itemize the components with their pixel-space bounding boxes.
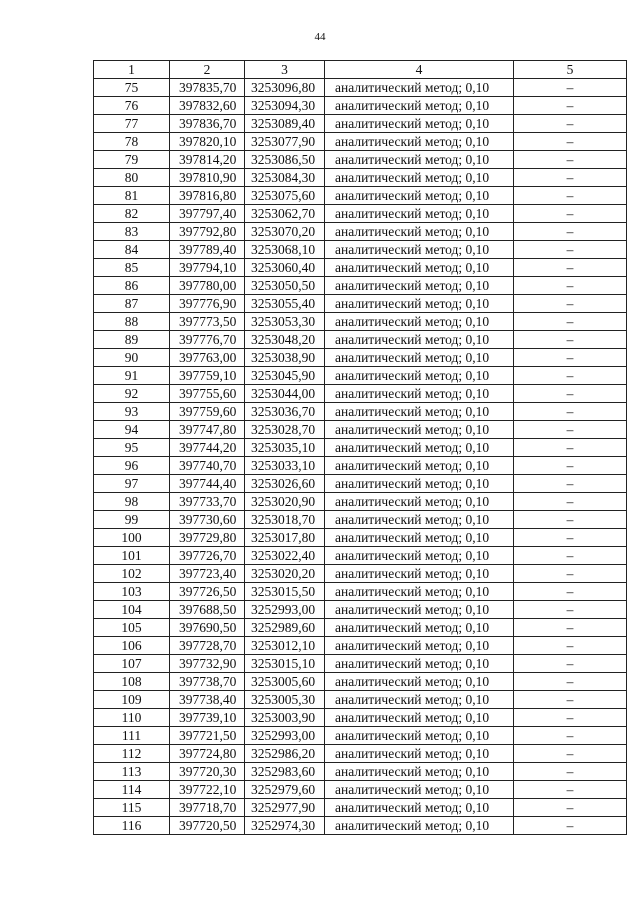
- method-accuracy-cell: аналитический метод; 0,10: [325, 529, 514, 547]
- note-cell: –: [514, 565, 627, 583]
- table-row: [94, 673, 627, 691]
- method-accuracy-cell: аналитический метод; 0,10: [325, 655, 514, 673]
- coordinate-x-cell: 397836,70: [170, 115, 245, 133]
- coordinate-y-cell: 3253094,30: [245, 97, 325, 115]
- method-accuracy-cell: аналитический метод; 0,10: [325, 259, 514, 277]
- coordinate-x-cell: 397728,70: [170, 637, 245, 655]
- coordinate-y-cell: 3252993,00: [245, 601, 325, 619]
- table-row: [94, 277, 627, 295]
- table-row: [94, 691, 627, 709]
- point-number-cell: 112: [94, 745, 170, 763]
- table-row: [94, 187, 627, 205]
- method-accuracy-cell: аналитический метод; 0,10: [325, 601, 514, 619]
- point-number-cell: 76: [94, 97, 170, 115]
- coordinate-x-cell: 397789,40: [170, 241, 245, 259]
- note-cell: –: [514, 367, 627, 385]
- point-number-cell: 94: [94, 421, 170, 439]
- method-accuracy-cell: аналитический метод; 0,10: [325, 745, 514, 763]
- note-cell: –: [514, 79, 627, 97]
- method-accuracy-cell: аналитический метод; 0,10: [325, 115, 514, 133]
- note-cell: –: [514, 619, 627, 637]
- table-row: [94, 385, 627, 403]
- table-row: [94, 331, 627, 349]
- coordinate-y-cell: 3253036,70: [245, 403, 325, 421]
- note-cell: –: [514, 349, 627, 367]
- method-accuracy-cell: аналитический метод; 0,10: [325, 331, 514, 349]
- point-number-cell: 81: [94, 187, 170, 205]
- note-cell: –: [514, 331, 627, 349]
- method-accuracy-cell: аналитический метод; 0,10: [325, 799, 514, 817]
- method-accuracy-cell: аналитический метод; 0,10: [325, 763, 514, 781]
- table-row: [94, 781, 627, 799]
- table-row: [94, 151, 627, 169]
- method-accuracy-cell: аналитический метод; 0,10: [325, 673, 514, 691]
- coordinate-y-cell: 3252993,00: [245, 727, 325, 745]
- note-cell: –: [514, 421, 627, 439]
- method-accuracy-cell: аналитический метод; 0,10: [325, 727, 514, 745]
- note-cell: –: [514, 817, 627, 835]
- coordinate-x-cell: 397732,90: [170, 655, 245, 673]
- point-number-cell: 82: [94, 205, 170, 223]
- note-cell: –: [514, 115, 627, 133]
- method-accuracy-cell: аналитический метод; 0,10: [325, 277, 514, 295]
- coordinate-y-cell: 3252983,60: [245, 763, 325, 781]
- coordinate-x-cell: 397763,00: [170, 349, 245, 367]
- note-cell: –: [514, 493, 627, 511]
- table-row: [94, 223, 627, 241]
- header-col-1: 1: [94, 61, 170, 79]
- table-row: [94, 457, 627, 475]
- note-cell: –: [514, 403, 627, 421]
- coordinate-y-cell: 3253038,90: [245, 349, 325, 367]
- table-row: [94, 367, 627, 385]
- method-accuracy-cell: аналитический метод; 0,10: [325, 295, 514, 313]
- coordinate-y-cell: 3253015,10: [245, 655, 325, 673]
- coordinate-x-cell: 397723,40: [170, 565, 245, 583]
- note-cell: –: [514, 601, 627, 619]
- coordinate-y-cell: 3253005,30: [245, 691, 325, 709]
- coordinate-y-cell: 3252989,60: [245, 619, 325, 637]
- method-accuracy-cell: аналитический метод; 0,10: [325, 709, 514, 727]
- method-accuracy-cell: аналитический метод; 0,10: [325, 565, 514, 583]
- point-number-cell: 115: [94, 799, 170, 817]
- table-row: [94, 313, 627, 331]
- note-cell: –: [514, 205, 627, 223]
- method-accuracy-cell: аналитический метод; 0,10: [325, 349, 514, 367]
- method-accuracy-cell: аналитический метод; 0,10: [325, 241, 514, 259]
- method-accuracy-cell: аналитический метод; 0,10: [325, 511, 514, 529]
- point-number-cell: 87: [94, 295, 170, 313]
- coordinate-x-cell: 397820,10: [170, 133, 245, 151]
- coordinate-y-cell: 3253035,10: [245, 439, 325, 457]
- point-number-cell: 102: [94, 565, 170, 583]
- point-number-cell: 108: [94, 673, 170, 691]
- coordinate-y-cell: 3253070,20: [245, 223, 325, 241]
- coordinate-x-cell: 397776,90: [170, 295, 245, 313]
- point-number-cell: 97: [94, 475, 170, 493]
- coordinate-x-cell: 397773,50: [170, 313, 245, 331]
- note-cell: –: [514, 169, 627, 187]
- point-number-cell: 83: [94, 223, 170, 241]
- point-number-cell: 107: [94, 655, 170, 673]
- coordinate-x-cell: 397747,80: [170, 421, 245, 439]
- table-row: [94, 817, 627, 835]
- table-row: [94, 583, 627, 601]
- coordinate-x-cell: 397759,60: [170, 403, 245, 421]
- coordinate-x-cell: 397730,60: [170, 511, 245, 529]
- point-number-cell: 92: [94, 385, 170, 403]
- table-row: [94, 493, 627, 511]
- coordinate-x-cell: 397688,50: [170, 601, 245, 619]
- coordinate-x-cell: 397755,60: [170, 385, 245, 403]
- method-accuracy-cell: аналитический метод; 0,10: [325, 403, 514, 421]
- note-cell: –: [514, 745, 627, 763]
- point-number-cell: 106: [94, 637, 170, 655]
- point-number-cell: 80: [94, 169, 170, 187]
- note-cell: –: [514, 133, 627, 151]
- method-accuracy-cell: аналитический метод; 0,10: [325, 817, 514, 835]
- coordinate-y-cell: 3253045,90: [245, 367, 325, 385]
- coordinate-y-cell: 3253020,20: [245, 565, 325, 583]
- method-accuracy-cell: аналитический метод; 0,10: [325, 151, 514, 169]
- table-row: [94, 547, 627, 565]
- method-accuracy-cell: аналитический метод; 0,10: [325, 475, 514, 493]
- coordinate-x-cell: 397776,70: [170, 331, 245, 349]
- coordinate-y-cell: 3252979,60: [245, 781, 325, 799]
- point-number-cell: 116: [94, 817, 170, 835]
- note-cell: –: [514, 241, 627, 259]
- note-cell: –: [514, 529, 627, 547]
- table-row: [94, 439, 627, 457]
- note-cell: –: [514, 223, 627, 241]
- method-accuracy-cell: аналитический метод; 0,10: [325, 223, 514, 241]
- point-number-cell: 91: [94, 367, 170, 385]
- coordinate-x-cell: 397690,50: [170, 619, 245, 637]
- coordinate-y-cell: 3252977,90: [245, 799, 325, 817]
- method-accuracy-cell: аналитический метод; 0,10: [325, 583, 514, 601]
- coordinate-x-cell: 397780,00: [170, 277, 245, 295]
- note-cell: –: [514, 385, 627, 403]
- table-row: [94, 79, 627, 97]
- note-cell: –: [514, 637, 627, 655]
- table-row: [94, 511, 627, 529]
- coordinate-y-cell: 3253050,50: [245, 277, 325, 295]
- coordinate-y-cell: 3253015,50: [245, 583, 325, 601]
- coordinate-y-cell: 3252986,20: [245, 745, 325, 763]
- method-accuracy-cell: аналитический метод; 0,10: [325, 79, 514, 97]
- point-number-cell: 96: [94, 457, 170, 475]
- table-row: [94, 763, 627, 781]
- note-cell: –: [514, 259, 627, 277]
- point-number-cell: 114: [94, 781, 170, 799]
- point-number-cell: 77: [94, 115, 170, 133]
- method-accuracy-cell: аналитический метод; 0,10: [325, 97, 514, 115]
- coordinate-x-cell: 397814,20: [170, 151, 245, 169]
- note-cell: –: [514, 475, 627, 493]
- coordinate-x-cell: 397794,10: [170, 259, 245, 277]
- table-row: [94, 403, 627, 421]
- coordinate-y-cell: 3253048,20: [245, 331, 325, 349]
- point-number-cell: 84: [94, 241, 170, 259]
- method-accuracy-cell: аналитический метод; 0,10: [325, 547, 514, 565]
- header-col-4: 4: [325, 61, 514, 79]
- coordinate-y-cell: 3253053,30: [245, 313, 325, 331]
- coordinate-x-cell: 397724,80: [170, 745, 245, 763]
- point-number-cell: 105: [94, 619, 170, 637]
- note-cell: –: [514, 727, 627, 745]
- table-row: [94, 295, 627, 313]
- table-row: [94, 205, 627, 223]
- table-row: [94, 601, 627, 619]
- point-number-cell: 110: [94, 709, 170, 727]
- point-number-cell: 100: [94, 529, 170, 547]
- coordinate-y-cell: 3253022,40: [245, 547, 325, 565]
- note-cell: –: [514, 763, 627, 781]
- table-row: [94, 349, 627, 367]
- table-row: [94, 709, 627, 727]
- table-row: [94, 745, 627, 763]
- point-number-cell: 85: [94, 259, 170, 277]
- method-accuracy-cell: аналитический метод; 0,10: [325, 385, 514, 403]
- point-number-cell: 95: [94, 439, 170, 457]
- coordinate-x-cell: 397722,10: [170, 781, 245, 799]
- coordinate-y-cell: 3253062,70: [245, 205, 325, 223]
- coordinate-y-cell: 3253077,90: [245, 133, 325, 151]
- table-row: [94, 799, 627, 817]
- coordinate-x-cell: 397726,70: [170, 547, 245, 565]
- coordinate-y-cell: 3253033,10: [245, 457, 325, 475]
- coordinate-y-cell: 3252974,30: [245, 817, 325, 835]
- coordinate-x-cell: 397835,70: [170, 79, 245, 97]
- coordinate-y-cell: 3253044,00: [245, 385, 325, 403]
- note-cell: –: [514, 457, 627, 475]
- method-accuracy-cell: аналитический метод; 0,10: [325, 493, 514, 511]
- note-cell: –: [514, 277, 627, 295]
- note-cell: –: [514, 547, 627, 565]
- coordinate-y-cell: 3253068,10: [245, 241, 325, 259]
- method-accuracy-cell: аналитический метод; 0,10: [325, 619, 514, 637]
- note-cell: –: [514, 799, 627, 817]
- point-number-cell: 88: [94, 313, 170, 331]
- table-body: [94, 79, 627, 835]
- table-header-row: [94, 61, 627, 79]
- table-row: [94, 655, 627, 673]
- point-number-cell: 98: [94, 493, 170, 511]
- point-number-cell: 75: [94, 79, 170, 97]
- table-row: [94, 475, 627, 493]
- point-number-cell: 89: [94, 331, 170, 349]
- coordinate-x-cell: 397720,30: [170, 763, 245, 781]
- coordinate-x-cell: 397816,80: [170, 187, 245, 205]
- table-row: [94, 169, 627, 187]
- point-number-cell: 79: [94, 151, 170, 169]
- note-cell: –: [514, 583, 627, 601]
- coordinate-x-cell: 397718,70: [170, 799, 245, 817]
- method-accuracy-cell: аналитический метод; 0,10: [325, 169, 514, 187]
- coordinate-x-cell: 397740,70: [170, 457, 245, 475]
- coordinate-y-cell: 3253003,90: [245, 709, 325, 727]
- point-number-cell: 103: [94, 583, 170, 601]
- table-row: [94, 115, 627, 133]
- point-number-cell: 90: [94, 349, 170, 367]
- table-row: [94, 727, 627, 745]
- note-cell: –: [514, 691, 627, 709]
- coordinate-y-cell: 3253089,40: [245, 115, 325, 133]
- note-cell: –: [514, 709, 627, 727]
- note-cell: –: [514, 97, 627, 115]
- point-number-cell: 86: [94, 277, 170, 295]
- method-accuracy-cell: аналитический метод; 0,10: [325, 781, 514, 799]
- coordinate-y-cell: 3253020,90: [245, 493, 325, 511]
- coordinate-x-cell: 397721,50: [170, 727, 245, 745]
- note-cell: –: [514, 655, 627, 673]
- coordinate-x-cell: 397729,80: [170, 529, 245, 547]
- method-accuracy-cell: аналитический метод; 0,10: [325, 187, 514, 205]
- coordinates-table: [93, 60, 627, 835]
- method-accuracy-cell: аналитический метод; 0,10: [325, 691, 514, 709]
- note-cell: –: [514, 781, 627, 799]
- coordinate-y-cell: 3253055,40: [245, 295, 325, 313]
- note-cell: –: [514, 313, 627, 331]
- point-number-cell: 78: [94, 133, 170, 151]
- table-row: [94, 637, 627, 655]
- coordinate-x-cell: 397726,50: [170, 583, 245, 601]
- method-accuracy-cell: аналитический метод; 0,10: [325, 457, 514, 475]
- table-row: [94, 619, 627, 637]
- coordinate-x-cell: 397759,10: [170, 367, 245, 385]
- note-cell: –: [514, 187, 627, 205]
- header-col-5: 5: [514, 61, 627, 79]
- method-accuracy-cell: аналитический метод; 0,10: [325, 637, 514, 655]
- coordinate-x-cell: 397720,50: [170, 817, 245, 835]
- coordinate-y-cell: 3253028,70: [245, 421, 325, 439]
- table-row: [94, 565, 627, 583]
- header-col-3: 3: [245, 61, 325, 79]
- table-row: [94, 529, 627, 547]
- coordinate-x-cell: 397744,40: [170, 475, 245, 493]
- coordinate-y-cell: 3253012,10: [245, 637, 325, 655]
- method-accuracy-cell: аналитический метод; 0,10: [325, 367, 514, 385]
- note-cell: –: [514, 511, 627, 529]
- method-accuracy-cell: аналитический метод; 0,10: [325, 313, 514, 331]
- coordinate-y-cell: 3253084,30: [245, 169, 325, 187]
- point-number-cell: 93: [94, 403, 170, 421]
- coordinate-x-cell: 397832,60: [170, 97, 245, 115]
- coordinate-x-cell: 397792,80: [170, 223, 245, 241]
- table-row: [94, 241, 627, 259]
- coordinate-x-cell: 397733,70: [170, 493, 245, 511]
- note-cell: –: [514, 295, 627, 313]
- coordinate-x-cell: 397739,10: [170, 709, 245, 727]
- method-accuracy-cell: аналитический метод; 0,10: [325, 421, 514, 439]
- note-cell: –: [514, 439, 627, 457]
- method-accuracy-cell: аналитический метод; 0,10: [325, 133, 514, 151]
- coordinate-x-cell: 397797,40: [170, 205, 245, 223]
- table-row: [94, 259, 627, 277]
- coordinate-y-cell: 3253017,80: [245, 529, 325, 547]
- coordinate-y-cell: 3253096,80: [245, 79, 325, 97]
- coordinate-y-cell: 3253075,60: [245, 187, 325, 205]
- method-accuracy-cell: аналитический метод; 0,10: [325, 205, 514, 223]
- point-number-cell: 109: [94, 691, 170, 709]
- table-row: [94, 97, 627, 115]
- coordinate-y-cell: 3253026,60: [245, 475, 325, 493]
- coordinate-x-cell: 397810,90: [170, 169, 245, 187]
- page-number: 44: [314, 31, 326, 43]
- point-number-cell: 111: [94, 727, 170, 745]
- table-row: [94, 421, 627, 439]
- point-number-cell: 99: [94, 511, 170, 529]
- method-accuracy-cell: аналитический метод; 0,10: [325, 439, 514, 457]
- header-col-2: 2: [170, 61, 245, 79]
- note-cell: –: [514, 151, 627, 169]
- coordinate-y-cell: 3253060,40: [245, 259, 325, 277]
- coordinate-x-cell: 397738,70: [170, 673, 245, 691]
- point-number-cell: 101: [94, 547, 170, 565]
- point-number-cell: 113: [94, 763, 170, 781]
- coordinate-y-cell: 3253086,50: [245, 151, 325, 169]
- coordinate-y-cell: 3253005,60: [245, 673, 325, 691]
- table-row: [94, 133, 627, 151]
- coordinate-x-cell: 397738,40: [170, 691, 245, 709]
- coordinate-x-cell: 397744,20: [170, 439, 245, 457]
- point-number-cell: 104: [94, 601, 170, 619]
- coordinate-y-cell: 3253018,70: [245, 511, 325, 529]
- note-cell: –: [514, 673, 627, 691]
